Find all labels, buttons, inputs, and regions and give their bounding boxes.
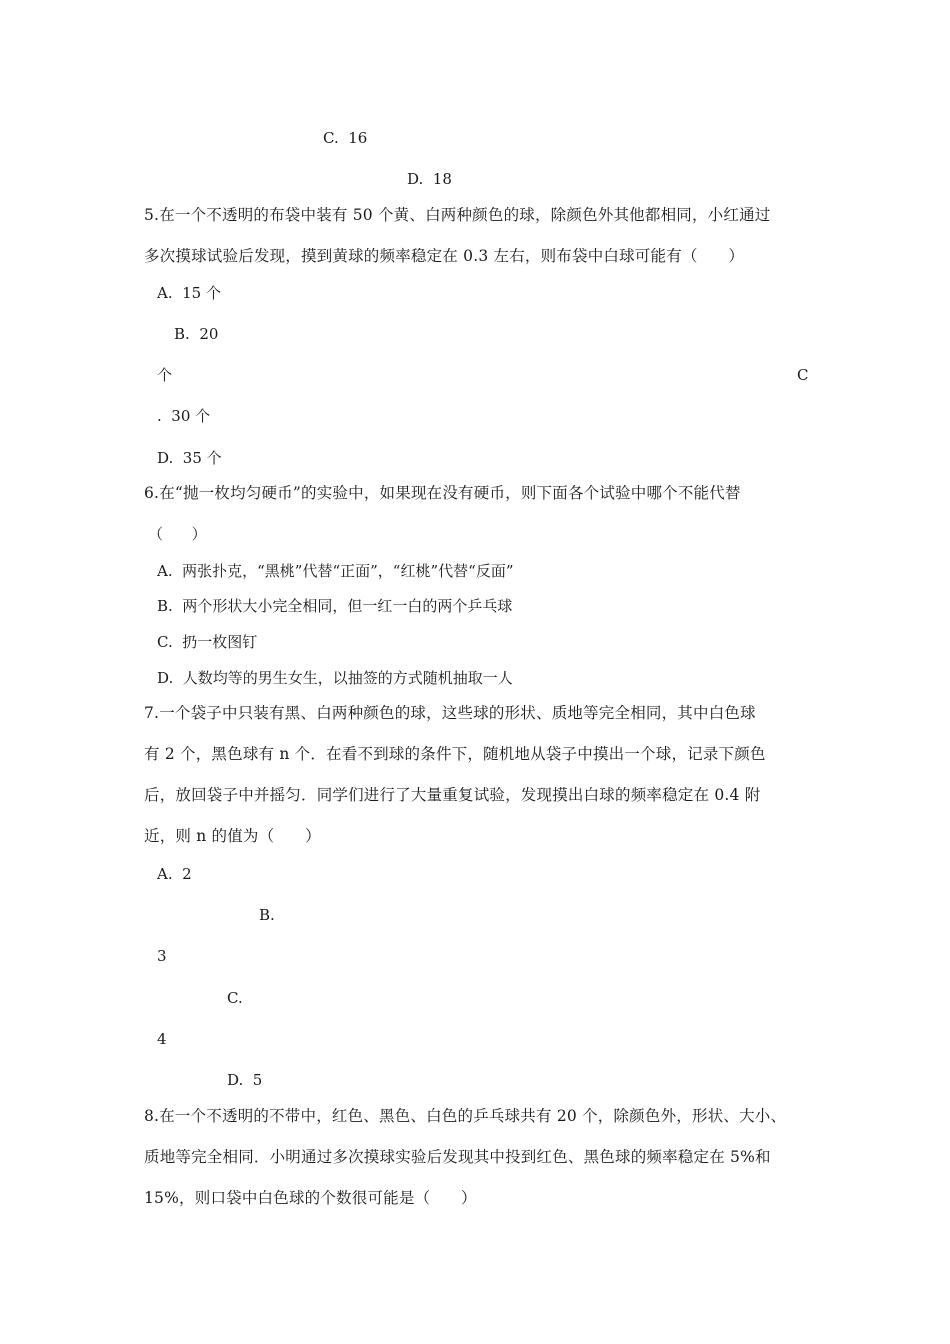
q7-option-d: D. 5 (227, 1071, 263, 1089)
q7-stem-line4: 近，则 n 的值为（ ） (144, 827, 321, 845)
q7-option-c-value: 4 (157, 1030, 167, 1048)
q5-stem-line2: 多次摸球试验后发现，摸到黄球的频率稳定在 0.3 左右，则布袋中白球可能有（ ） (144, 247, 745, 265)
q8-stem-line2: 质地等完全相同．小明通过多次摸球实验后发现其中投到红色、黑色球的频率稳定在 5%和 (144, 1148, 771, 1166)
q4-option-c: C. 16 (323, 129, 368, 147)
q6-option-a: A. 两张扑克，“黑桃”代替“正面”，“红桃”代替“反面” (157, 562, 514, 580)
q7-stem-line3: 后，放回袋子中并摇匀．同学们进行了大量重复试验，发现摸出白球的频率稳定在 0.4 附 (144, 786, 761, 804)
q7-option-b-value: 3 (157, 947, 167, 965)
q7-stem-line1: 7.一个袋子中只装有黑、白两种颜色的球，这些球的形状、质地等完全相同，其中白色球 (144, 704, 756, 722)
q7-option-c-letter: C. (227, 989, 243, 1007)
q5-option-c-letter: C (797, 366, 809, 384)
q6-option-d: D. 人数均等的男生女生，以抽签的方式随机抽取一人 (157, 669, 513, 687)
q4-option-d: D. 18 (407, 170, 452, 188)
q5-option-b-unit: 个 (157, 366, 173, 384)
q5-option-c-rest: . 30 个 (157, 407, 211, 425)
q5-option-b: B. 20 (174, 325, 219, 343)
q8-stem-line1: 8.在一个不透明的不带中，红色、黑色、白色的乒乓球共有 20 个，除颜色外，形状、大小、 (144, 1107, 787, 1125)
q5-option-d: D. 35 个 (157, 449, 222, 467)
q6-stem-line1: 6.在“抛一枚均匀硬币”的实验中，如果现在没有硬币，则下面各个试验中哪个不能代替 (144, 484, 741, 502)
q5-stem-line1: 5.在一个不透明的布袋中装有 50 个黄、白两种颜色的球，除颜色外其他都相同，小红通过 (144, 206, 771, 224)
q7-option-b-letter: B. (259, 906, 275, 924)
q7-stem-line2: 有 2 个，黑色球有 n 个．在看不到球的条件下，随机地从袋子中摸出一个球，记录下颜色 (144, 745, 766, 763)
q6-option-b: B. 两个形状大小完全相同，但一红一白的两个乒乓球 (157, 597, 513, 615)
q5-option-a: A. 15 个 (157, 284, 221, 302)
q6-stem-line2: （ ） (148, 525, 207, 543)
q8-stem-line3: 15%，则口袋中白色球的个数很可能是（ ） (144, 1189, 477, 1207)
q7-option-a: A. 2 (157, 865, 192, 883)
q6-option-c: C. 扔一枚图钉 (157, 633, 258, 651)
